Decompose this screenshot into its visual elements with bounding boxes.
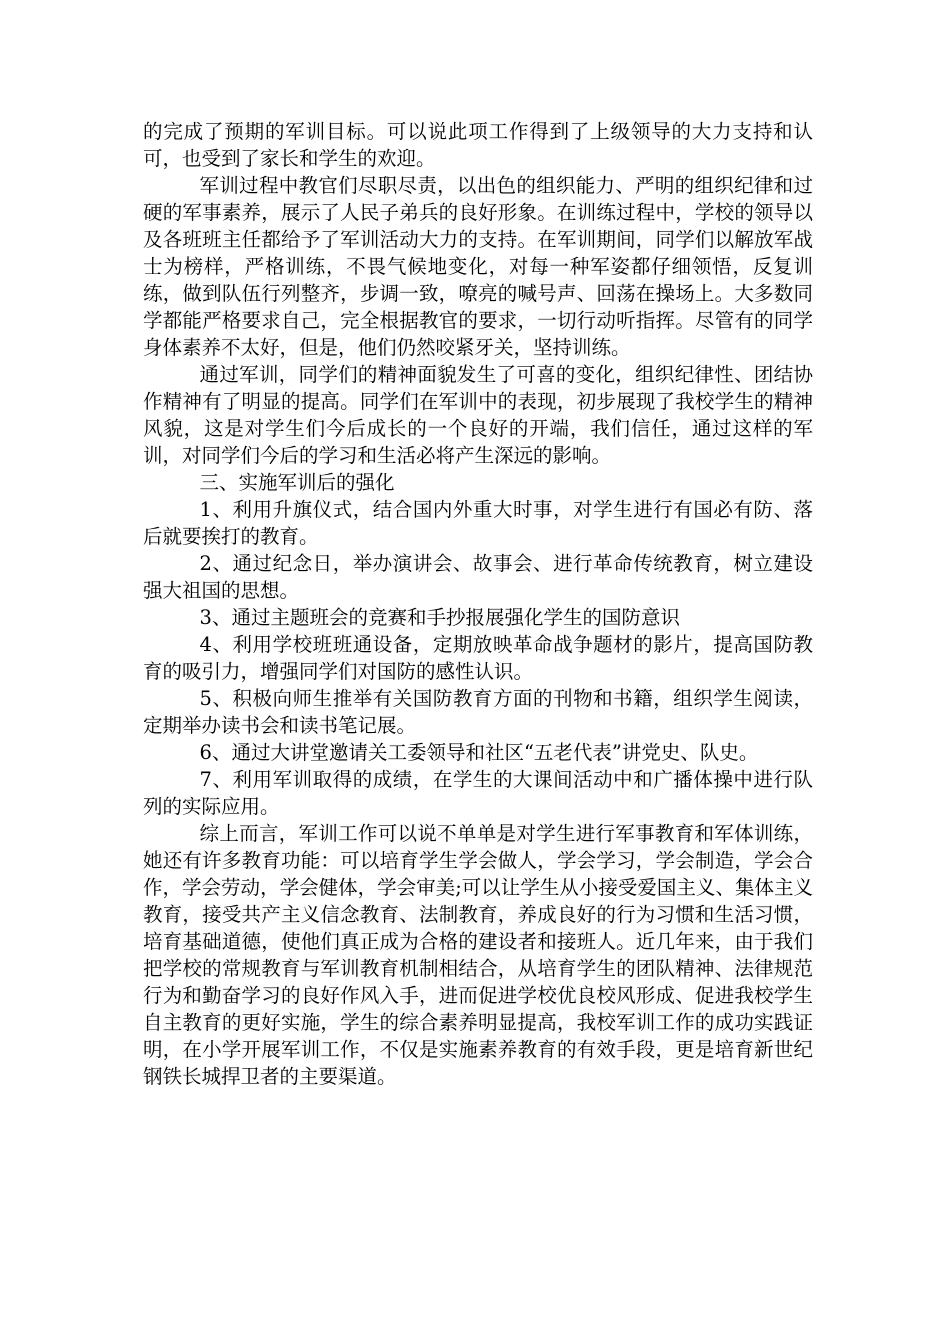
paragraph-results: 通过军训，同学们的精神面貌发生了可喜的变化，组织纪律性、团结协作精神有了明显的提高。同学们在军训中的表现，初步展现了我校学生的精神风貌，这是对学生们今后成长的一个良好的开端，我们信任，通过这样的军训，对同学们今后的学习和生活必将产生深远的影响。 xyxy=(143,363,813,467)
list-item-2: 2、通过纪念日，举办演讲会、故事会、进行革命传统教育，树立建设强大祖国的思想。 xyxy=(143,552,813,602)
list-item-6: 6、通过大讲堂邀请关工委领导和社区“五老代表”讲党史、队史。 xyxy=(199,741,759,764)
paragraph-conclusion: 综上而言，军训工作可以说不单单是对学生进行军事教育和军体训练，她还有许多教育功能：可以培育学生学会做人，学会学习，学会制造，学会合作，学会劳动，学会健体，学会审美;可以让学生从小接受爱国主义、集体主义教育，接受共产主义信念教育、法制教育，养成良好的行为习惯和生活习惯，培育基础道德，使他们真正成为合格的建设者和接班人。近几年来，由于我们把学校的常规教育与军训教育机制相结合，从培育学生的团队精神、法律规范行为和勤奋学习的良好作风入手，进而促进学校优良校风形成、促进我校学生自主教育的更好实施，学生的综合素养明显提高，我校军训工作的成功实践证明，在小学开展军训工作，不仅是实施素养教育的有效手段，更是培育新世纪钢铁长城捍卫者的主要渠道。 xyxy=(143,822,813,1088)
paragraph-instructors: 军训过程中教官们尽职尽责，以出色的组织能力、严明的组织纪律和过硬的军事素养，展示了人民子弟兵的良好形象。在训练过程中，学校的领导以及各班班主任都给予了军训活动大力的支持。在军训期间，同学们以解放军战士为榜样，严格训练，不畏气候地变化，对每一种军姿都仔细领悟，反复训练，做到队伍行列整齐，步调一致，嘹亮的喊号声、回荡在操场上。大多数同学都能严格要求自己，完全根据教官的要求，一切行动听指挥。尽管有的同学身体素养不太好，但是，他们仍然咬紧牙关，坚持训练。 xyxy=(143,174,813,359)
list-item-1: 1、利用升旗仪式，结合国内外重大时事，对学生进行有国必有防、落后就要挨打的教育。 xyxy=(143,498,813,548)
list-item-3: 3、通过主题班会的竞赛和手抄报展强化学生的国防意识 xyxy=(199,606,680,629)
list-item-5: 5、积极向师生推举有关国防教育方面的刊物和书籍，组织学生阅读，定期举办读书会和读书笔记展。 xyxy=(143,687,813,737)
document-body xyxy=(143,118,813,1090)
list-item-7: 7、利用军训取得的成绩，在学生的大课间活动中和广播体操中进行队列的实际应用。 xyxy=(143,768,813,818)
list-item-4: 4、利用学校班班通设备，定期放映革命战争题材的影片，提高国防教育的吸引力，增强同学们对国防的感性认识。 xyxy=(143,633,813,683)
section-heading: 三、实施军训后的强化 xyxy=(199,471,395,494)
paragraph-continuation: 的完成了预期的军训目标。可以说此项工作得到了上级领导的大力支持和认可，也受到了家长和学生的欢迎。 xyxy=(143,120,813,170)
